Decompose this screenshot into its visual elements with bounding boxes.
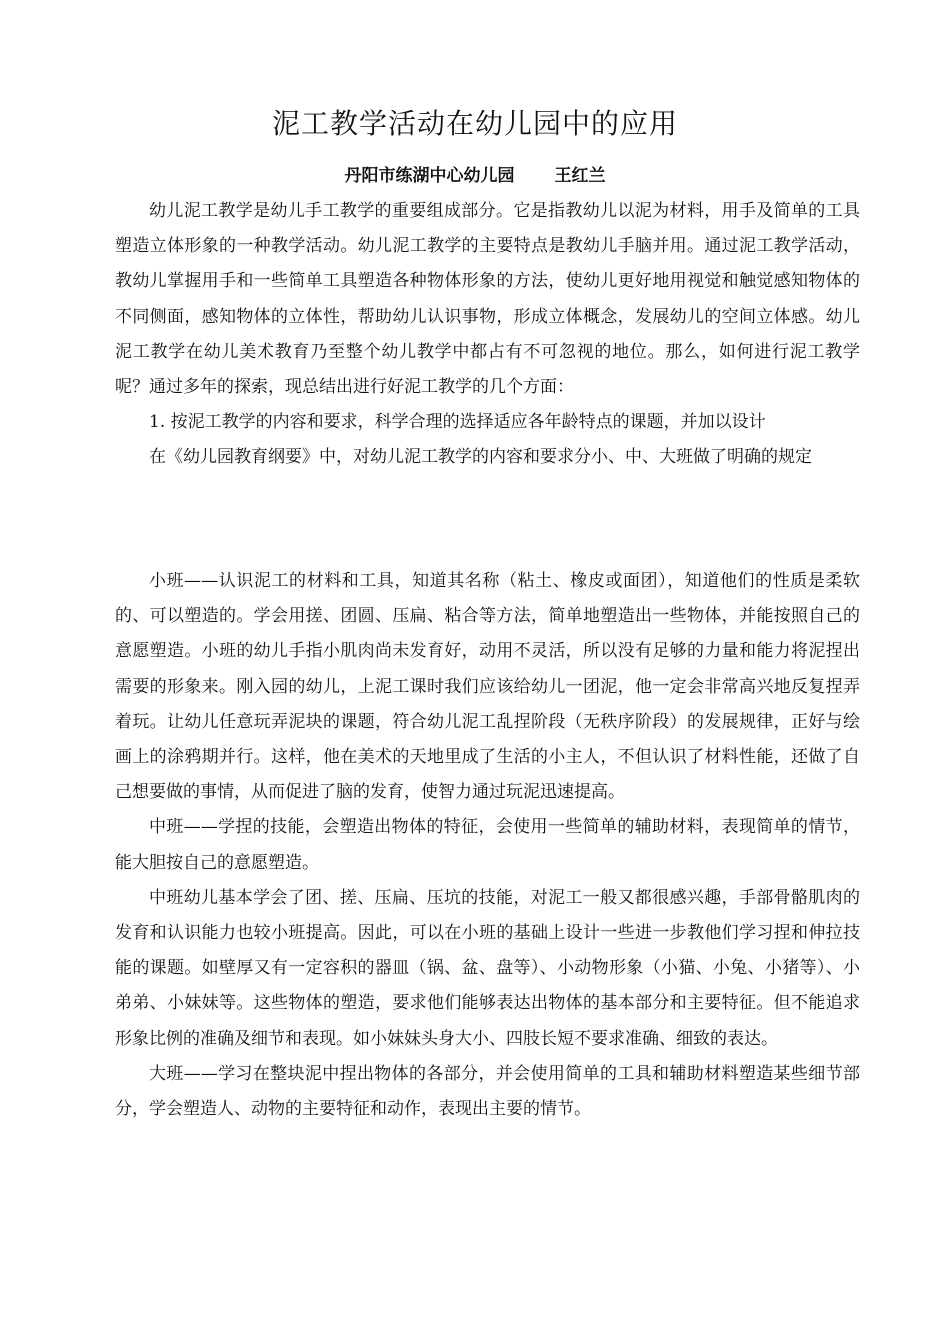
paragraph-middle-class: 中班——学捏的技能，会塑造出物体的特征，会使用一些简单的辅助材料，表现简单的情节，能大胆按自己的意愿塑造。 (115, 817, 860, 873)
paragraph-small-class: 小班——认识泥工的材料和工具，知道其名称（粘土、橡皮或面团），知道他们的性质是柔软的、可以塑造的。学会用搓、团圆、压扁、粘合等方法，简单地塑造出一些物体，并能按照自己的意愿塑造。小班的幼儿手指小肌肉尚未发育好，动用不灵活，所以没有足够的力量和能力将泥捏出需要的形象来。刚入园的幼儿，上泥工课时我们应该给幼儿一团泥，他一定会非常高兴地反复捏弄着玩。让幼儿任意玩弄泥块的课题，符合幼儿泥工乱捏阶段（无秩序阶段）的发展规律，正好与绘画上的涂鸦期并行。这样，他在美术的天地里成了生活的小主人，不但认识了材料性能，还做了自己想要做的事情，从而促进了脑的发育，使智力通过玩泥迅速提高。 (115, 571, 860, 803)
paragraph-middle-class-detail: 中班幼儿基本学会了团、搓、压扁、压坑的技能，对泥工一般又都很感兴趣，手部骨骼肌肉的发育和认识能力也较小班提高。因此，可以在小班的基础上设计一些进一步教他们学习捏和伸拉技能的课题。如壁厚又有一定容积的器皿（锅、盆、盘等）、小动物形象（小猫、小兔、小猪等）、小弟弟、小妹妹等。这些物体的塑造，要求他们能够表达出物体的基本部分和主要特征。但不能追求形象比例的准确及细节和表现。如小妹妹头身大小、四肢长短不要求准确、细致的表达。 (115, 887, 860, 1049)
page-title: 泥工教学活动在幼儿园中的应用 (271, 107, 678, 140)
paragraph-guideline: 在《幼儿园教育纲要》中，对幼儿泥工教学的内容和要求分小、中、大班做了明确的规定 (149, 447, 812, 468)
paragraph-intro: 幼儿泥工教学是幼儿手工教学的重要组成部分。它是指教幼儿以泥为材料，用手及简单的工具塑造立体形象的一种教学活动。幼儿泥工教学的主要特点是教幼儿手脑并用。通过泥工教学活动，教幼儿掌握用手和一些简单工具塑造各种物体形象的方法，使幼儿更好地用视觉和触觉感知物体的不同侧面，感知物体的立体性，帮助幼儿认识事物，形成立体概念，发展幼儿的空间立体感。幼儿泥工教学在幼儿美术教育乃至整个幼儿教学中都占有不可忽视的地位。那么，如何进行泥工教学呢？通过多年的探索，现总结出进行好泥工教学的几个方面： (115, 201, 860, 398)
body-section-intro (115, 194, 860, 476)
author-organization: 丹阳市练湖中心幼儿园 (344, 166, 515, 186)
byline (0, 162, 950, 190)
author-name: 王红兰 (554, 166, 606, 186)
paragraph-point-1: 1. 按泥工教学的内容和要求，科学合理的选择适应各年龄特点的课题，并加以设计 (149, 412, 766, 433)
paragraph-large-class: 大班——学习在整块泥中捏出物体的各部分，并会使用简单的工具和辅助材料塑造某些细节部分，学会塑造人、动物的主要特征和动作，表现出主要的情节。 (115, 1063, 860, 1120)
body-section-classes (115, 564, 860, 1127)
